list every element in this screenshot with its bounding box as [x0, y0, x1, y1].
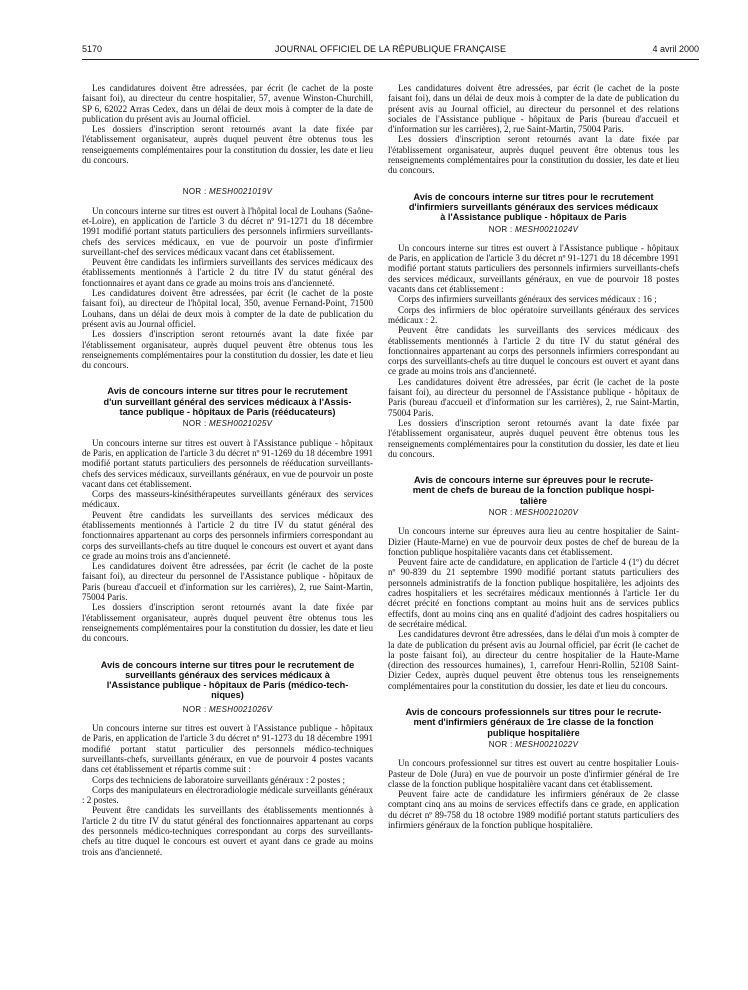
paragraph: Les dossiers d'inscription seront retournés avant la date fixée par l'établissement organisateur, auprès duquel peuvent être obtenus tous les renseignements complémentaires pour la constitution du dossier, les date et lieu du concours.: [82, 602, 373, 644]
right-column: [388, 83, 679, 830]
notice-title: Avis de concours interne sur titres pour le recrutement d'infirmiers surveillants généraux des services médicaux à l'Assistance publique - hôpitaux de Paris: [408, 191, 659, 223]
paragraph: Les candidatures doivent être adressées, par écrit (le cachet de la poste faisant foi), au directeur du centre hospitalier, 57, avenue Winston-Churchill, SP 6, 62022 Arras Cedex, dans un délai de deux mois à compter de la date de publication du présent avis au Journal officiel.: [82, 83, 373, 124]
paragraph: Un concours interne sur titres est ouvert à l'Assistance publique - hôpitaux de Paris, en application de l'article 3 du décret nº 91-1273 du 18 décembre 1991 modifié portant statut particulier des personnels médico-techniques surveillants-chefs, surveillants généraux, en vue de pourvoir 4 postes vacants dans cet établissement et répartis comme suit :: [82, 723, 373, 775]
paragraph: Un concours professionnel sur titres est ouvert au centre hospitalier Louis-Pasteur de Dole (Jura) en vue de pourvoir un poste d'infirmier général de 1re classe de la fonction publique hospitalière vacant dans cet établissement.: [388, 758, 679, 789]
journal-title: JOURNAL OFFICIEL DE LA RÉPUBLIQUE FRANÇAISE: [274, 44, 507, 54]
paragraph: Corps des manipulateurs en électroradiologie médicale surveillants généraux : 2 postes.: [82, 784, 373, 806]
paragraph: Un concours interne sur épreuves aura lieu au centre hospitalier de Saint-Dizier (Haute-Marne) en vue de pourvoir deux postes de chef de bureau de la fonction publique hospitalière vacants dans cet établissement.: [388, 526, 679, 557]
paragraph: Peuvent être candidats les infirmiers surveillants des services médicaux des établissements mentionnés à l'article 2 du titre IV du statut général des fonctionnaires et ayant dans ce grade au moins trois ans d'ancienneté.: [82, 257, 373, 288]
paragraph: Peuvent être candidats les surveillants des établissements mentionnés à l'article 2 du titre IV du statut général des fonctionnaires appartenant au corps des personnels médico-techniques correspondant au corps des surveillants-chefs au titre duquel le concours est ouvert et ayant dans ce grade au moins trois ans d'ancienneté.: [82, 805, 373, 857]
nor-reference: NOR : MESH0021026V: [182, 704, 273, 714]
nor-reference: NOR : MESH0021025V: [182, 419, 273, 429]
notice-title: Avis de concours professionnels sur titres pour le recrute- ment d'infirmiers généraux de 1re classe de la fonction publique hospitalière: [405, 707, 662, 738]
paragraph: Peuvent être candidats les surveillants des services médicaux des établissements mentionnés à l'article 2 du titre IV du statut général des fonctionnaires appartenant au corps des personnels infirmiers correspondant au corps des surveillants-chefs au titre duquel le concours est ouvert et ayant dans ce grade au moins trois ans d'ancienneté.: [82, 509, 373, 561]
paragraph: Corps des techniciens de laboratoire surveillants généraux : 2 postes ;: [92, 774, 346, 785]
left-column: [82, 83, 373, 857]
paragraph: Un concours interne sur titres est ouvert à l'Assistance publique - hôpitaux de Paris, en application de l'article 3 du décret nº 91-1269 du 18 décembre 1991 modifié portant statuts particuliers des personnels de rééducation surveillants-chefs des services médicaux, surveillants généraux, en vue de pourvoir un poste vacant dans cet établissement.: [82, 437, 373, 489]
publication-date: 4 avril 2000: [652, 44, 699, 54]
page-header: [82, 44, 699, 58]
nor-reference: NOR : MESH0021024V: [488, 224, 579, 234]
paragraph: Les dossiers d'inscription seront retournés avant la date fixée par l'établissement organisateur, auprès duquel peuvent être obtenus tous les renseignements complémentaires pour la constitution du dossier, les date et lieu du concours.: [388, 134, 679, 176]
paragraph: Un concours interne sur titres est ouvert à l'hôpital local de Louhans (Saône-et-Loire), en application de l'article 3 du décret nº 91-1271 du 18 décembre 1991 modifié portant statuts particuliers des personnels infirmiers surveillants-chefs des services médicaux, en vue de pourvoir un poste d'infirmier surveillant-chef des services médicaux vacant dans cet établissement.: [82, 205, 373, 257]
page-number: 5170: [82, 44, 103, 54]
paragraph: Les candidatures doivent être adressées, par écrit (le cachet de la poste faisant foi), dans un délai de deux mois à compter de la date de publication du présent avis au Journal officiel, au directeur du personnel et des relations sociales de l'Assistance publique - hôpitaux de Paris (bureau d'accueil et d'information sur les carrières), 2, rue Saint-Martin, 75004 Paris.: [388, 83, 679, 135]
paragraph: Peuvent être candidats les surveillants des services médicaux des établissements mentionnés à l'article 2 du titre IV du statut général des fonctionnaires appartenant au corps des personnels infirmiers correspondant au corps des surveillants-chefs au titre duquel le concours est ouvert et ayant dans ce grade au moins trois ans d'ancienneté.: [388, 325, 679, 377]
paragraph: Peuvent faire acte de candidature les infirmiers généraux de 2e classe comptant cinq ans au moins de services effectifs dans ce grade, en application du décret nº 89-758 du 18 octobre 1989 modifié portant statuts particuliers des infirmiers généraux de la fonction publique hospitalière.: [388, 789, 679, 830]
paragraph: Corps des infirmiers surveillants généraux des services médicaux : 16 ;: [398, 294, 657, 305]
notice-title: Avis de concours interne sur titres pour le recrutement de surveillants généraux des services médicaux à l'Assistance publique - hôpitaux de Paris (médico-tech- niques): [100, 659, 355, 701]
notice-title: Avis de concours interne sur épreuves pour le recrute- ment de chefs de bureau de la fonction publique hospi- talière: [412, 475, 655, 506]
paragraph: Corps des masseurs-kinésithérapeutes surveillants généraux des services médicaux.: [82, 489, 373, 510]
nor-reference: NOR : MESH0021022V: [488, 739, 579, 749]
paragraph: Peuvent faire acte de candidature, en application de l'article 4 (1º) du décret nº 90-839 du 21 septembre 1990 modifié portant statuts particuliers des personnels administratifs de la fonction publique hospitalière, les adjoints des cadres hospitaliers et les secrétaires médicaux mentionnés à l'article 1er du décret précité en fonctions comptant au moins huit ans de services publics effectifs, dont au moins cinq ans en qualité d'adjoint des cadres hospitaliers ou de secrétaire médical.: [388, 557, 679, 629]
notice-title: Avis de concours interne sur titres pour le recrutement d'un surveillant général des services médicaux à l'Assis- tance publique - hôpitaux de Paris (rééducateurs): [103, 386, 352, 418]
paragraph: Les candidatures devront être adressées, dans le délai d'un mois à compter de la date de publication du présent avis au Journal officiel, par écrit (le cachet de la poste faisant foi), au directeur du centre hospitalier de la Haute-Marne (direction des ressources humaines), 1, carrefour Henri-Rollin, 52108 Saint-Dizier Cedex, auprès duquel peuvent être obtenus tous les renseignements complémentaires pour la constitution du dossier, les date et lieu du concours.: [388, 629, 679, 691]
paragraph: Corps des infirmiers de bloc opératoire surveillants généraux des services médicaux : 2.: [388, 304, 679, 325]
paragraph: Les candidatures doivent être adressées, par écrit (le cachet de la poste faisant foi), au directeur du personnel de l'Assistance publique - hôpitaux de Paris (bureau d'accueil et d'information sur les carrières), 2, rue Saint-Martin, 75004 Paris.: [82, 561, 373, 603]
paragraph: Un concours interne sur titres est ouvert à l'Assistance publique - hôpitaux de Paris, en application de l'article 3 du décret nº 91-1271 du 18 décembre 1991 modifié portant statuts particuliers des personnels infirmiers surveillants-chefs des services médicaux, surveillants généraux, en vue de pourvoir 18 postes vacants dans cet établissement :: [388, 242, 679, 295]
header-rule: [82, 59, 699, 60]
nor-reference: NOR : MESH0021019V: [182, 187, 273, 197]
paragraph: Les candidatures doivent être adressées, par écrit (le cachet de la poste faisant foi), au directeur du personnel de l'Assistance publique - hôpitaux de Paris (bureau d'accueil et d'information sur les carrières), 2, rue Saint-Martin, 75004 Paris.: [388, 376, 679, 418]
paragraph: Les dossiers d'inscription seront retournés avant la date fixée par l'établissement organisateur, auprès duquel peuvent être obtenus tous les renseignements complémentaires pour la constitution du dossier, les date et lieu du concours.: [82, 124, 373, 166]
nor-reference: NOR : MESH0021020V: [488, 507, 579, 517]
paragraph: Les dossiers d'inscription seront retournés avant la date fixée par l'établissement organisateur, auprès duquel peuvent être obtenus tous les renseignements complémentaires pour la constitution du dossier, les date et lieu du concours.: [82, 329, 373, 371]
paragraph: Les dossiers d'inscription seront retournés avant la date fixée par l'établissement organisateur, auprès duquel peuvent être obtenus tous les renseignements complémentaires pour la constitution du dossier, les date et lieu du concours.: [388, 417, 679, 459]
paragraph: Les candidatures doivent être adressées, par écrit (le cachet de la poste faisant foi), au directeur de l'hôpital local, 350, avenue Fernand-Point, 71500 Louhans, dans un délai de deux mois à compter de la date de publication du présent avis au Journal officiel.: [82, 288, 373, 329]
